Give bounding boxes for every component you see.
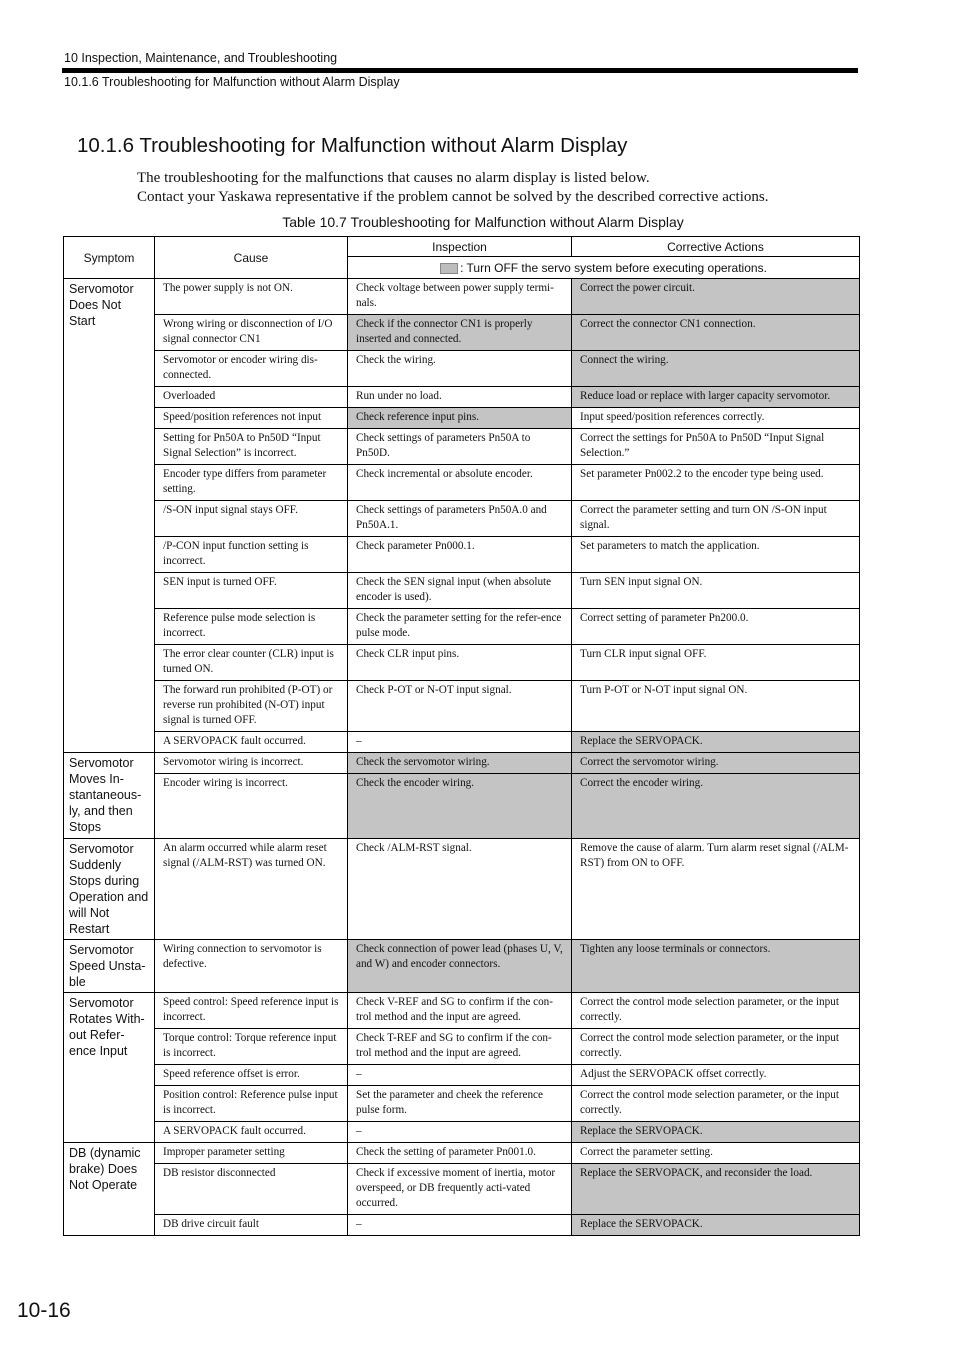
- table-row: [64, 609, 860, 645]
- symptom-cell: Servomotor Suddenly Stops during Operation and will Not Restart: [64, 839, 155, 940]
- inspection-cell: –: [348, 1215, 572, 1236]
- inspection-cell: Check the setting of parameter Pn001.0.: [348, 1143, 572, 1164]
- inspection-cell: Check T-REF and SG to confirm if the con-trol method and the input are agreed.: [348, 1029, 572, 1065]
- corrective-action-cell: Correct the encoder wiring.: [572, 774, 860, 839]
- cause-cell: Encoder wiring is incorrect.: [155, 774, 348, 839]
- inspection-cell: Check parameter Pn000.1.: [348, 537, 572, 573]
- inspection-cell: Check the parameter setting for the refer-ence pulse mode.: [348, 609, 572, 645]
- page-number: 10-16: [17, 1299, 71, 1322]
- corrective-action-cell: Set parameters to match the application.: [572, 537, 860, 573]
- cause-cell: Setting for Pn50A to Pn50D “Input Signal Selection” is incorrect.: [155, 429, 348, 465]
- corrective-action-cell: Set parameter Pn002.2 to the encoder type being used.: [572, 465, 860, 501]
- table-row: [64, 537, 860, 573]
- cause-cell: The error clear counter (CLR) input is turned ON.: [155, 645, 348, 681]
- cause-cell: A SERVOPACK fault occurred.: [155, 732, 348, 753]
- table-row: [64, 1065, 860, 1086]
- intro-line-1: The troubleshooting for the malfunctions that causes no alarm display is listed below.: [137, 170, 650, 186]
- inspection-cell: –: [348, 1065, 572, 1086]
- inspection-cell: –: [348, 1122, 572, 1143]
- header-rule: [62, 68, 858, 73]
- table-row: [64, 279, 860, 315]
- corrective-action-cell: Reduce load or replace with larger capacity servomotor.: [572, 387, 860, 408]
- cause-cell: The power supply is not ON.: [155, 279, 348, 315]
- corrective-action-cell: Correct the parameter setting and turn ON /S-ON input signal.: [572, 501, 860, 537]
- table-body: [64, 279, 860, 1236]
- running-header-chapter: 10 Inspection, Maintenance, and Troubleshooting: [64, 51, 338, 65]
- corrective-action-cell: Correct the parameter setting.: [572, 1143, 860, 1164]
- table-row: [64, 351, 860, 387]
- table-row: [64, 940, 860, 993]
- table-row: [64, 1215, 860, 1236]
- corrective-action-cell: Connect the wiring.: [572, 351, 860, 387]
- symptom-cell: Servomotor Does Not Start: [64, 279, 155, 753]
- table-row: [64, 993, 860, 1029]
- cause-cell: The forward run prohibited (P-OT) or reverse run prohibited (N-OT) input signal is turned OFF.: [155, 681, 348, 732]
- symptom-cell: Servomotor Rotates With-out Refer-ence Input: [64, 993, 155, 1143]
- table-row: [64, 753, 860, 774]
- symptom-cell: Servomotor Moves In-stantaneous-ly, and then Stops: [64, 753, 155, 839]
- corrective-action-cell: Replace the SERVOPACK, and reconsider the load.: [572, 1164, 860, 1215]
- table-row: [64, 408, 860, 429]
- cause-cell: Overloaded: [155, 387, 348, 408]
- cause-cell: /S-ON input signal stays OFF.: [155, 501, 348, 537]
- corrective-action-cell: Correct the control mode selection parameter, or the input correctly.: [572, 1086, 860, 1122]
- corrective-action-cell: Remove the cause of alarm. Turn alarm reset signal (/ALM-RST) from ON to OFF.: [572, 839, 860, 940]
- inspection-cell: Check the SEN signal input (when absolute encoder is used).: [348, 573, 572, 609]
- inspection-cell: Check if excessive moment of inertia, motor overspeed, or DB frequently acti-vated occurred.: [348, 1164, 572, 1215]
- inspection-cell: Check /ALM-RST signal.: [348, 839, 572, 940]
- shading-legend: [348, 257, 860, 279]
- table-row: [64, 732, 860, 753]
- cause-cell: Torque control: Torque reference input is incorrect.: [155, 1029, 348, 1065]
- cause-cell: /P-CON input function setting is incorrect.: [155, 537, 348, 573]
- cause-cell: Speed reference offset is error.: [155, 1065, 348, 1086]
- table-row: [64, 1143, 860, 1164]
- header-symptom: Symptom: [64, 237, 155, 279]
- intro-text: [137, 169, 768, 207]
- cause-cell: Improper parameter setting: [155, 1143, 348, 1164]
- corrective-action-cell: Correct the settings for Pn50A to Pn50D “Input Signal Selection.”: [572, 429, 860, 465]
- symptom-cell: Servomotor Speed Unsta-ble: [64, 940, 155, 993]
- inspection-cell: Check V-REF and SG to confirm if the con-trol method and the input are agreed.: [348, 993, 572, 1029]
- table-row: [64, 501, 860, 537]
- table-row: [64, 465, 860, 501]
- cause-cell: SEN input is turned OFF.: [155, 573, 348, 609]
- corrective-action-cell: Correct the control mode selection parameter, or the input correctly.: [572, 1029, 860, 1065]
- corrective-action-cell: Adjust the SERVOPACK offset correctly.: [572, 1065, 860, 1086]
- inspection-cell: Check connection of power lead (phases U, V, and W) and encoder connectors.: [348, 940, 572, 993]
- table-row: [64, 1086, 860, 1122]
- cause-cell: Position control: Reference pulse input is incorrect.: [155, 1086, 348, 1122]
- cause-cell: Encoder type differs from parameter setting.: [155, 465, 348, 501]
- corrective-action-cell: Turn CLR input signal OFF.: [572, 645, 860, 681]
- shade-swatch-icon: [440, 263, 458, 274]
- table-row: [64, 839, 860, 940]
- table-row: [64, 429, 860, 465]
- table-row: [64, 1164, 860, 1215]
- table-row: [64, 387, 860, 408]
- table-row: [64, 645, 860, 681]
- running-header-section: 10.1.6 Troubleshooting for Malfunction without Alarm Display: [64, 75, 400, 89]
- table-row: [64, 1029, 860, 1065]
- inspection-cell: Check the encoder wiring.: [348, 774, 572, 839]
- legend-text: : Turn OFF the servo system before executing operations.: [460, 260, 767, 275]
- inspection-cell: Check settings of parameters Pn50A to Pn50D.: [348, 429, 572, 465]
- corrective-action-cell: Correct the power circuit.: [572, 279, 860, 315]
- corrective-action-cell: Replace the SERVOPACK.: [572, 732, 860, 753]
- cause-cell: Servomotor wiring is incorrect.: [155, 753, 348, 774]
- inspection-cell: Check if the connector CN1 is properly inserted and connected.: [348, 315, 572, 351]
- inspection-cell: Check voltage between power supply termi-nals.: [348, 279, 572, 315]
- cause-cell: A SERVOPACK fault occurred.: [155, 1122, 348, 1143]
- table-row: [64, 681, 860, 732]
- cause-cell: DB resistor disconnected: [155, 1164, 348, 1215]
- cause-cell: Speed control: Speed reference input is incorrect.: [155, 993, 348, 1029]
- corrective-action-cell: Turn SEN input signal ON.: [572, 573, 860, 609]
- page-title: 10.1.6 Troubleshooting for Malfunction without Alarm Display: [77, 134, 628, 157]
- corrective-action-cell: Correct the servomotor wiring.: [572, 753, 860, 774]
- inspection-cell: Check the wiring.: [348, 351, 572, 387]
- table-row: [64, 315, 860, 351]
- troubleshooting-table: [63, 236, 860, 1236]
- header-inspection: Inspection: [348, 237, 572, 257]
- inspection-cell: Check CLR input pins.: [348, 645, 572, 681]
- corrective-action-cell: Turn P-OT or N-OT input signal ON.: [572, 681, 860, 732]
- symptom-cell: DB (dynamic brake) Does Not Operate: [64, 1143, 155, 1236]
- table-row: [64, 1122, 860, 1143]
- corrective-action-cell: Correct the connector CN1 connection.: [572, 315, 860, 351]
- header-cause: Cause: [155, 237, 348, 279]
- inspection-cell: Check settings of parameters Pn50A.0 and Pn50A.1.: [348, 501, 572, 537]
- inspection-cell: Set the parameter and cheek the reference pulse form.: [348, 1086, 572, 1122]
- cause-cell: An alarm occurred while alarm reset signal (/ALM-RST) was turned ON.: [155, 839, 348, 940]
- corrective-action-cell: Tighten any loose terminals or connectors.: [572, 940, 860, 993]
- table-row: [64, 774, 860, 839]
- table-row: [64, 573, 860, 609]
- inspection-cell: Check the servomotor wiring.: [348, 753, 572, 774]
- inspection-cell: Check P-OT or N-OT input signal.: [348, 681, 572, 732]
- cause-cell: Wiring connection to servomotor is defective.: [155, 940, 348, 993]
- corrective-action-cell: Input speed/position references correctly.: [572, 408, 860, 429]
- inspection-cell: Run under no load.: [348, 387, 572, 408]
- cause-cell: Wrong wiring or disconnection of I/O signal connector CN1: [155, 315, 348, 351]
- inspection-cell: Check reference input pins.: [348, 408, 572, 429]
- inspection-cell: Check incremental or absolute encoder.: [348, 465, 572, 501]
- corrective-action-cell: Replace the SERVOPACK.: [572, 1215, 860, 1236]
- header-corrective-actions: Corrective Actions: [572, 237, 860, 257]
- cause-cell: Reference pulse mode selection is incorrect.: [155, 609, 348, 645]
- corrective-action-cell: Correct setting of parameter Pn200.0.: [572, 609, 860, 645]
- inspection-cell: –: [348, 732, 572, 753]
- corrective-action-cell: Correct the control mode selection parameter, or the input correctly.: [572, 993, 860, 1029]
- table-caption: [0, 214, 954, 230]
- intro-line-2: Contact your Yaskawa representative if the problem cannot be solved by the described corrective actions.: [137, 189, 769, 205]
- cause-cell: DB drive circuit fault: [155, 1215, 348, 1236]
- cause-cell: Servomotor or encoder wiring dis-connected.: [155, 351, 348, 387]
- corrective-action-cell: Replace the SERVOPACK.: [572, 1122, 860, 1143]
- cause-cell: Speed/position references not input: [155, 408, 348, 429]
- table-caption-text: Table 10.7 Troubleshooting for Malfunction without Alarm Display: [282, 214, 684, 230]
